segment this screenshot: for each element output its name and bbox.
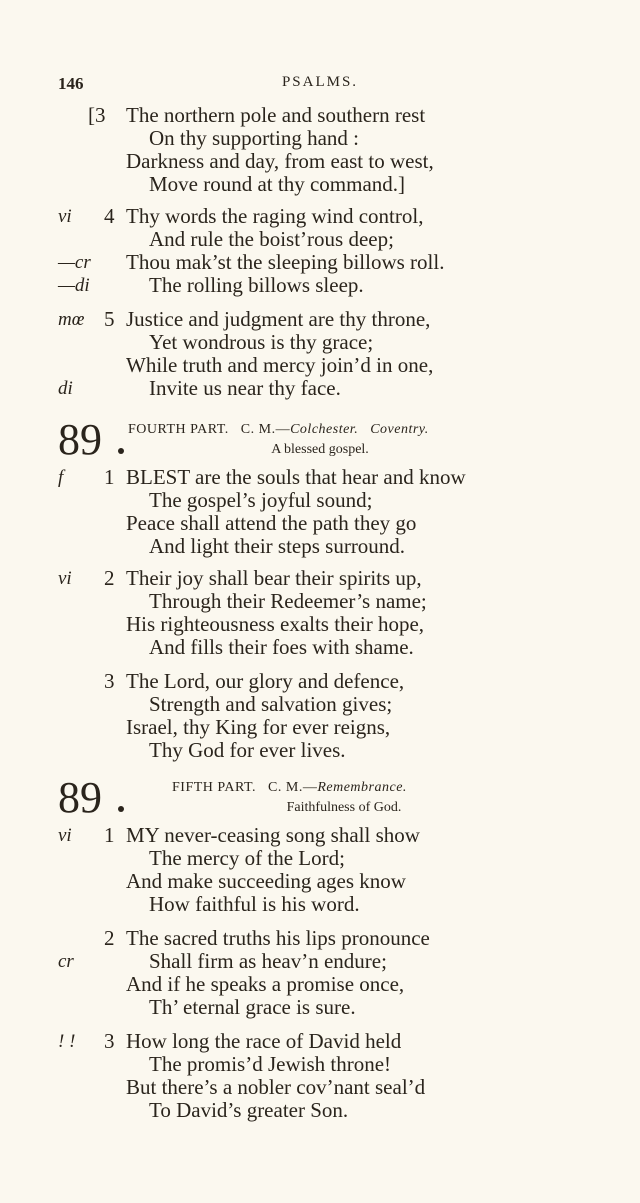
verse-line <box>0 535 640 558</box>
verse-text: Move round at thy command.] <box>149 172 406 196</box>
verse-number: 1 <box>104 823 115 847</box>
page-header <box>0 74 640 94</box>
dynamics-mark: di <box>58 378 73 399</box>
tune-line <box>128 422 429 438</box>
verse-line <box>0 354 640 377</box>
psalm-subtitle: Faithfulness of God. <box>286 800 402 815</box>
psalm-number: 89 <box>58 415 102 464</box>
fourth-stanza-2 <box>0 567 640 659</box>
verse-line <box>0 847 640 870</box>
verse-text: Their joy shall bear their spirits up, <box>126 566 422 590</box>
verse-line <box>0 104 640 127</box>
verse-line <box>0 636 640 659</box>
verse-line <box>0 331 640 354</box>
verse-number: 1 <box>104 465 115 489</box>
verse-line <box>0 1076 640 1099</box>
tune-name-alt: Coventry. <box>370 422 429 437</box>
verse-line <box>0 973 640 996</box>
verse-line <box>0 927 640 950</box>
verse-line <box>0 1030 640 1053</box>
verse-number: 3 <box>104 669 115 693</box>
verse-text: Peace shall attend the path they go <box>126 511 417 535</box>
verse-text: Justice and judgment are thy throne, <box>126 307 431 331</box>
verse-text: Invite us near thy face. <box>149 376 341 400</box>
verse-line <box>0 739 640 762</box>
verse-line <box>0 716 640 739</box>
verse-number: 4 <box>104 204 115 228</box>
dynamics-mark: vi <box>58 825 72 846</box>
verse-text: And fills their foes with shame. <box>149 635 414 659</box>
verse-line <box>0 127 640 150</box>
verse-number: 3 <box>104 1029 115 1053</box>
verse-text: And light their steps surround. <box>149 534 406 558</box>
verse-line <box>0 512 640 535</box>
verse-line <box>0 950 640 973</box>
verse-text: The mercy of the Lord; <box>149 846 345 870</box>
meter-label: C. M.— <box>240 422 291 437</box>
part-label: FIFTH PART. <box>172 780 257 795</box>
verse-line <box>0 567 640 590</box>
verse-text: The northern pole and southern rest <box>126 103 426 127</box>
verse-line <box>0 996 640 1019</box>
verse-line <box>0 590 640 613</box>
verse-line <box>0 1099 640 1122</box>
verse-text: The rolling billows sleep. <box>149 273 364 297</box>
verse-line <box>0 274 640 297</box>
dynamics-mark: —di <box>58 275 90 296</box>
verse-text: Thy God for ever lives. <box>149 738 346 762</box>
verse-line <box>0 670 640 693</box>
dynamics-mark: f <box>58 467 64 488</box>
tune-name: Remembrance. <box>317 780 407 795</box>
stanza-5 <box>0 308 640 400</box>
verse-number: 5 <box>104 307 115 331</box>
verse-line <box>0 893 640 916</box>
verse-text: On thy supporting hand : <box>149 126 359 150</box>
stanza-3-bracketed <box>0 104 640 196</box>
verse-line <box>0 308 640 331</box>
fourth-stanza-3 <box>0 670 640 762</box>
verse-number: 2 <box>104 566 115 590</box>
verse-text: But there’s a nobler cov’nant seal’d <box>126 1075 426 1099</box>
psalm-89-fifth-part-heading <box>0 773 640 824</box>
fifth-stanza-3 <box>0 1030 640 1122</box>
verse-line <box>0 466 640 489</box>
verse-line <box>0 613 640 636</box>
running-title: PSALMS. <box>281 74 359 90</box>
verse-text: Yet wondrous is thy grace; <box>149 330 374 354</box>
verse-line <box>0 693 640 716</box>
verse-line <box>0 228 640 251</box>
verse-line <box>0 824 640 847</box>
verse-number: 2 <box>104 926 115 950</box>
verse-text: And if he speaks a promise once, <box>126 972 405 996</box>
dynamics-mark: —cr <box>58 252 91 273</box>
verse-text: Through their Redeemer’s name; <box>149 589 427 613</box>
verse-text: To David’s greater Son. <box>149 1098 349 1122</box>
dynamics-mark: ! ! <box>58 1031 76 1052</box>
dynamics-mark: vi <box>58 206 72 227</box>
page-number: 146 <box>58 74 84 93</box>
verse-number: [3 <box>88 103 106 127</box>
verse-text: And make succeeding ages know <box>126 869 406 893</box>
verse-line <box>0 173 640 196</box>
tune-name: Colchester. <box>290 422 359 437</box>
part-label: FOURTH PART. <box>128 422 229 437</box>
fifth-stanza-2 <box>0 927 640 1019</box>
fifth-stanza-1 <box>0 824 640 916</box>
verse-line <box>0 870 640 893</box>
verse-text: Strength and salvation gives; <box>149 692 393 716</box>
verse-text: His righteousness exalts their hope, <box>126 612 425 636</box>
verse-text: And rule the boist’rous deep; <box>149 227 394 251</box>
fourth-stanza-1 <box>0 466 640 558</box>
psalm-number: 89 <box>58 773 102 822</box>
verse-line <box>0 489 640 512</box>
verse-line <box>0 251 640 274</box>
verse-text: Thy words the raging wind control, <box>126 204 424 228</box>
dynamics-mark: vi <box>58 568 72 589</box>
verse-text: MY never-ceasing song shall show <box>126 823 420 847</box>
stanza-4 <box>0 205 640 297</box>
verse-text: Thou mak’st the sleeping billows roll. <box>126 250 445 274</box>
dynamics-mark: cr <box>58 951 74 972</box>
verse-text: Shall firm as heav’n endure; <box>149 949 387 973</box>
verse-text: Israel, thy King for ever reigns, <box>126 715 391 739</box>
verse-text: Darkness and day, from east to west, <box>126 149 434 173</box>
verse-text: The promis’d Jewish throne! <box>149 1052 392 1076</box>
verse-text: The sacred truths his lips pronounce <box>126 926 430 950</box>
verse-text: The gospel’s joyful sound; <box>149 488 373 512</box>
meter-label: C. M.— <box>268 780 318 795</box>
verse-text: How long the race of David held <box>126 1029 402 1053</box>
dynamics-mark: mœ <box>58 309 85 330</box>
verse-line <box>0 1053 640 1076</box>
verse-text: The Lord, our glory and defence, <box>126 669 405 693</box>
tune-line <box>172 780 407 796</box>
verse-line <box>0 377 640 400</box>
verse-text: How faithful is his word. <box>149 892 360 916</box>
verse-text: Th’ eternal grace is sure. <box>149 995 356 1019</box>
verse-line <box>0 205 640 228</box>
verse-text: While truth and mercy join’d in one, <box>126 353 434 377</box>
verse-line <box>0 150 640 173</box>
verse-text: BLEST are the souls that hear and know <box>126 465 466 489</box>
psalm-subtitle: A blessed gospel. <box>271 442 369 457</box>
psalm-89-fourth-part-heading <box>0 415 640 466</box>
